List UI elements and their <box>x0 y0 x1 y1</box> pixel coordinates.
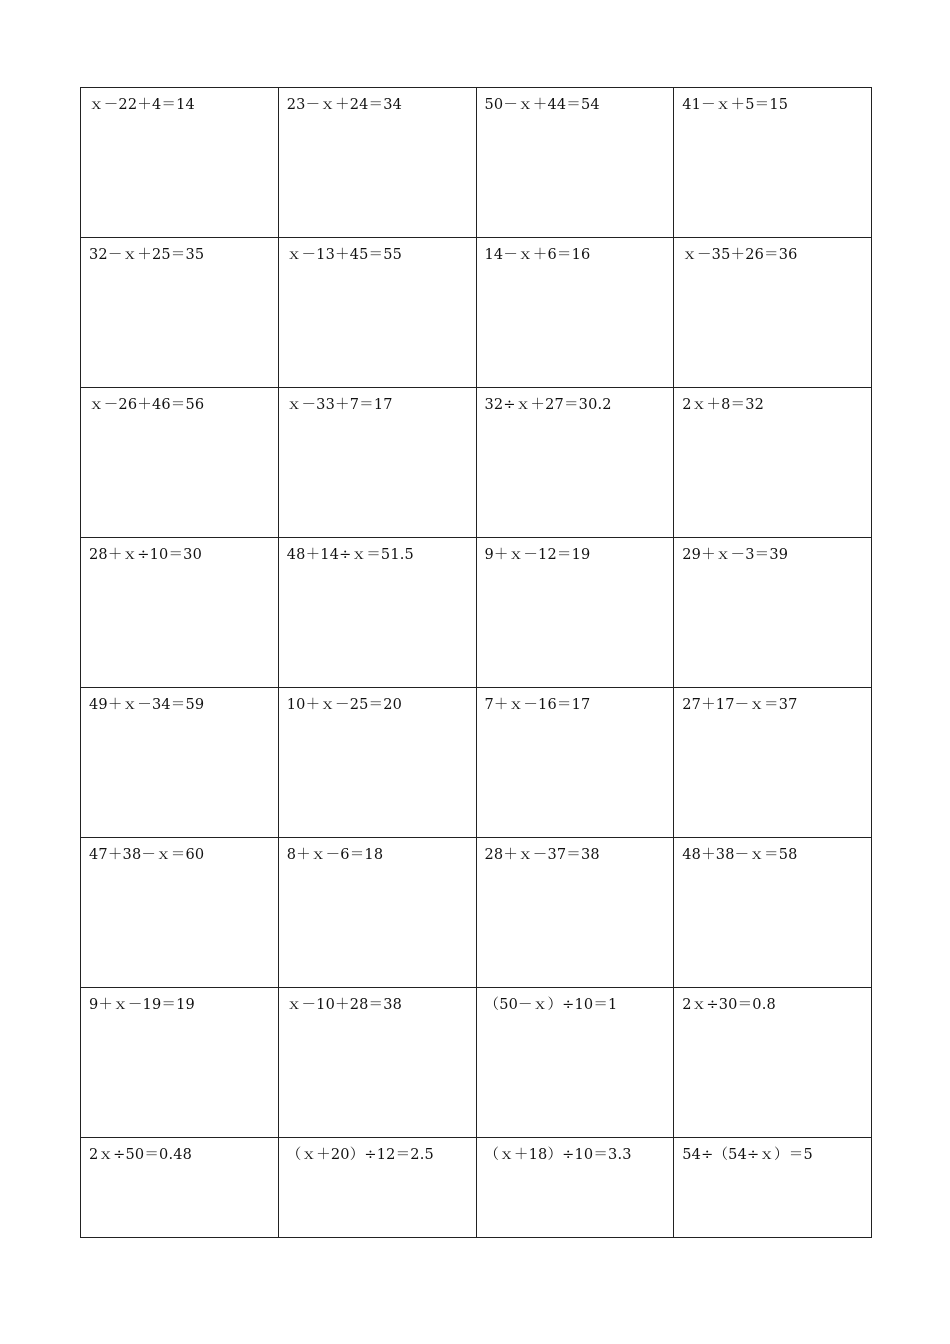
equation-cell: （50－ｘ）÷10＝1 <box>476 988 674 1138</box>
equation-cell: ｘ－35＋26＝36 <box>674 238 872 388</box>
table-row <box>81 838 872 988</box>
table-row <box>81 538 872 688</box>
equation-cell: 28＋ｘ÷10＝30 <box>81 538 279 688</box>
equation-cell: 49＋ｘ－34＝59 <box>81 688 279 838</box>
equation-cell: 29＋ｘ－3＝39 <box>674 538 872 688</box>
equation-cell: ｘ－26＋46＝56 <box>81 388 279 538</box>
equation-cell: 2ｘ÷30＝0.8 <box>674 988 872 1138</box>
equation-cell: 48＋38－ｘ＝58 <box>674 838 872 988</box>
equation-cell: 8＋ｘ－6＝18 <box>278 838 476 988</box>
equation-cell: （ｘ＋18）÷10＝3.3 <box>476 1138 674 1238</box>
equation-cell: 2ｘ÷50＝0.48 <box>81 1138 279 1238</box>
equation-cell: 28＋ｘ－37＝38 <box>476 838 674 988</box>
equation-cell: 23－ｘ＋24＝34 <box>278 88 476 238</box>
equation-cell: 7＋ｘ－16＝17 <box>476 688 674 838</box>
equation-cell: 41－ｘ＋5＝15 <box>674 88 872 238</box>
equation-cell: 2ｘ＋8＝32 <box>674 388 872 538</box>
equation-cell: 27＋17－ｘ＝37 <box>674 688 872 838</box>
table-row <box>81 238 872 388</box>
equation-worksheet-table <box>80 87 872 1238</box>
equation-cell: ｘ－33＋7＝17 <box>278 388 476 538</box>
equation-cell: 54÷（54÷ｘ）＝5 <box>674 1138 872 1238</box>
equation-cell: （ｘ＋20）÷12＝2.5 <box>278 1138 476 1238</box>
equation-cell: 14－ｘ＋6＝16 <box>476 238 674 388</box>
table-row <box>81 988 872 1138</box>
table-row <box>81 388 872 538</box>
equation-cell: ｘ－22＋4＝14 <box>81 88 279 238</box>
table-row <box>81 88 872 238</box>
table-row <box>81 688 872 838</box>
equation-cell: 9＋ｘ－19＝19 <box>81 988 279 1138</box>
equation-cell: 50－ｘ＋44＝54 <box>476 88 674 238</box>
equation-cell: 48＋14÷ｘ＝51.5 <box>278 538 476 688</box>
equation-cell: 32÷ｘ＋27＝30.2 <box>476 388 674 538</box>
table-row <box>81 1138 872 1238</box>
equation-cell: 9＋ｘ－12＝19 <box>476 538 674 688</box>
equation-cell: 32－ｘ＋25＝35 <box>81 238 279 388</box>
equation-cell: 10＋ｘ－25＝20 <box>278 688 476 838</box>
equation-cell: ｘ－10＋28＝38 <box>278 988 476 1138</box>
equation-cell: ｘ－13＋45＝55 <box>278 238 476 388</box>
equation-cell: 47＋38－ｘ＝60 <box>81 838 279 988</box>
